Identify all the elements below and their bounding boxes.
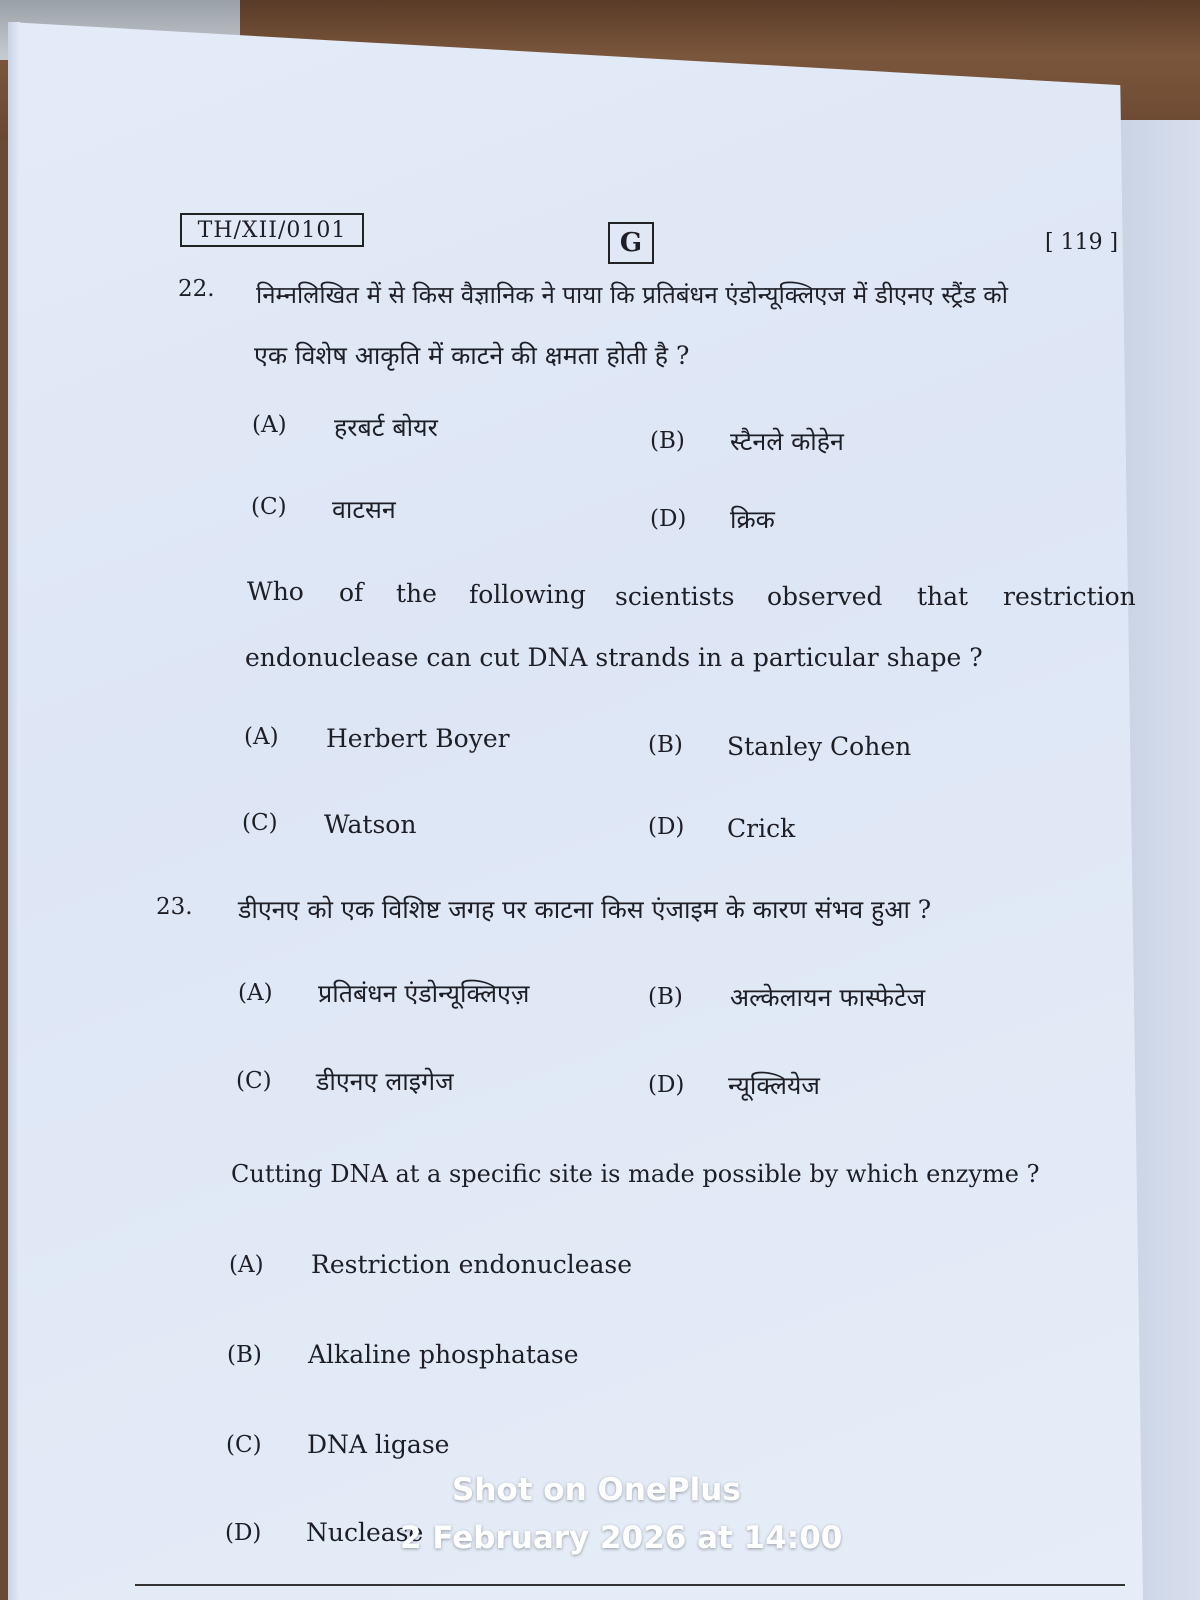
q23-hindi-option-d-text: न्यूक्लियेज [728,1071,820,1100]
q23-english-option-d-label: (D) [225,1520,262,1546]
q23-hindi-option-c-text: डीएनए लाइगेज [316,1067,454,1096]
q22-english-option-b-text: Stanley Cohen [727,732,912,761]
q23-hindi-option-b-label: (B) [648,984,683,1010]
q23-hindi-option-d-label: (D) [648,1072,685,1098]
q22-hindi-option-a-text: हरबर्ट बोयर [334,413,438,442]
question-22-hindi-line2: एक विशेष आकृति में काटने की क्षमता होती है ? [254,341,690,370]
question-23-english-line1: Cutting DNA at a specific site is made possible by which enzyme ? [231,1160,1040,1188]
q23-hindi-option-b-text: अल्केलायन फास्फेटेज [730,983,926,1012]
question-22-english-word: following [469,580,586,609]
q22-english-option-a-text: Herbert Boyer [326,724,510,753]
page-number: [ 119 ] [1045,230,1119,255]
question-22-english-word: that [917,582,969,611]
question-22-english-line2: endonuclease can cut DNA strands in a particular shape ? [245,643,983,672]
q22-hindi-option-c-label: (C) [251,494,287,520]
q22-hindi-option-a-label: (A) [252,412,287,438]
q23-english-option-a-text: Restriction endonuclease [311,1250,633,1279]
question-22-english-word: scientists [615,582,735,611]
q22-hindi-option-d-text: क्रिक [730,505,775,534]
q22-hindi-option-b-text: स्टैनले कोहेन [730,427,844,456]
question-22-english-word: of [339,578,364,607]
question-22-hindi-line1: निम्नलिखित में से किस वैज्ञानिक ने पाया कि प्रतिबंधन एंडोन्यूक्लिएज में डीएनए स्ट्रैंड को [256,281,1008,309]
q23-english-option-b-text: Alkaline phosphatase [308,1340,579,1369]
question-23-hindi-line1: डीएनए को एक विशिष्ट जगह पर काटना किस एंजाइम के कारण संभव हुआ ? [238,895,932,924]
q22-english-option-c-label: (C) [242,810,278,836]
question-22-english-word: observed [767,582,883,611]
camera-watermark-date: 2 February 2026 at 14:00 [400,1520,843,1556]
question-22-english-word: Who [247,577,304,606]
page-stack-edge [8,22,20,1600]
q23-english-option-a-label: (A) [229,1252,264,1278]
paper-code-box: TH/XII/0101 [180,213,364,247]
question-23-number: 23. [156,894,193,920]
question-22-number: 22. [178,276,215,302]
q23-english-option-c-text: DNA ligase [307,1430,450,1459]
q23-english-option-c-label: (C) [226,1432,262,1458]
page-bottom-rule [135,1584,1125,1586]
q23-hindi-option-c-label: (C) [236,1068,272,1094]
q23-hindi-option-a-label: (A) [238,980,273,1006]
q22-hindi-option-b-label: (B) [650,428,685,454]
camera-watermark-brand: Shot on OnePlus [452,1472,741,1508]
q22-english-option-d-text: Crick [727,814,796,843]
paper-set-box: G [608,222,654,264]
q22-english-option-c-text: Watson [324,810,417,839]
q22-english-option-b-label: (B) [648,732,683,758]
q22-hindi-option-c-text: वाटसन [332,495,396,524]
q23-english-option-d-text: Nuclease [306,1518,424,1547]
q23-hindi-option-a-text: प्रतिबंधन एंडोन्यूक्लिएज़ [318,979,530,1008]
q22-english-option-d-label: (D) [648,814,685,840]
question-22-english-word: restriction [1003,582,1136,611]
q23-english-option-b-label: (B) [227,1342,262,1368]
q22-hindi-option-d-label: (D) [650,506,687,532]
question-22-english-word: the [396,579,437,608]
q22-english-option-a-label: (A) [244,724,279,750]
